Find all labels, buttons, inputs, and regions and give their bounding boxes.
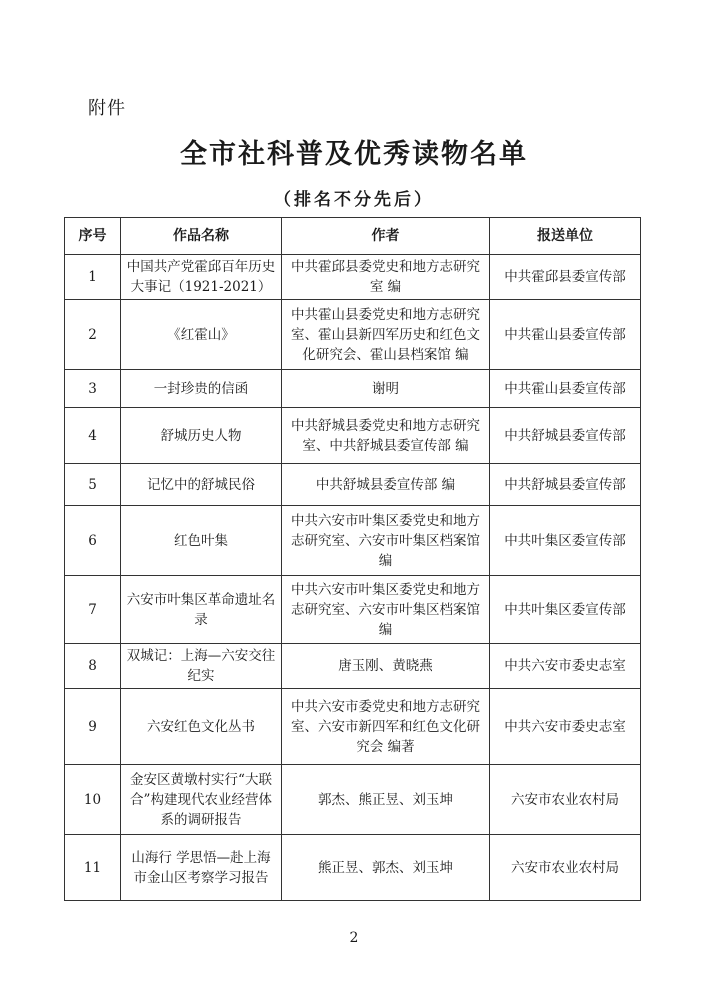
cell-work: 记忆中的舒城民俗 xyxy=(121,464,282,506)
cell-unit: 六安市农业农村局 xyxy=(490,835,641,901)
table-row xyxy=(65,464,641,506)
cell-work: 山海行 学思悟—赴上海市金山区考察学习报告 xyxy=(121,835,282,901)
table-row xyxy=(65,255,641,300)
cell-author: 中共六安市委党史和地方志研究室、六安市新四军和红色文化研究会 编著 xyxy=(282,689,490,765)
cell-no: 4 xyxy=(65,408,121,464)
cell-author: 中共舒城县委宣传部 编 xyxy=(282,464,490,506)
document-subtitle: （排名不分先后） xyxy=(274,190,434,210)
cell-author: 中共霍山县委党史和地方志研究室、霍山县新四军历史和红色文化研究会、霍山县档案馆 编 xyxy=(282,300,490,370)
cell-unit: 中共霍山县委宣传部 xyxy=(490,370,641,408)
cell-unit: 中共舒城县委宣传部 xyxy=(490,408,641,464)
page-number: 2 xyxy=(349,930,359,946)
table-body xyxy=(65,255,641,901)
attachment-label: 附件 xyxy=(88,98,126,119)
cell-work: 双城记：上海—六安交往纪实 xyxy=(121,644,282,689)
cell-work: 六安红色文化丛书 xyxy=(121,689,282,765)
column-header-number: 序号 xyxy=(65,218,121,255)
cell-no: 9 xyxy=(65,689,121,765)
cell-author: 中共舒城县委党史和地方志研究室、中共舒城县委宣传部 编 xyxy=(282,408,490,464)
cell-no: 2 xyxy=(65,300,121,370)
cell-no: 5 xyxy=(65,464,121,506)
table-row xyxy=(65,370,641,408)
cell-author: 郭杰、熊正昱、刘玉坤 xyxy=(282,765,490,835)
column-header-work: 作品名称 xyxy=(121,218,282,255)
reading-list-table xyxy=(64,217,641,901)
table-row xyxy=(65,300,641,370)
cell-author: 中共六安市叶集区委党史和地方志研究室、六安市叶集区档案馆 编 xyxy=(282,576,490,644)
cell-author: 唐玉刚、黄晓燕 xyxy=(282,644,490,689)
cell-unit: 中共六安市委史志室 xyxy=(490,644,641,689)
table-row xyxy=(65,644,641,689)
column-header-author: 作者 xyxy=(282,218,490,255)
cell-author: 中共六安市叶集区委党史和地方志研究室、六安市叶集区档案馆 编 xyxy=(282,506,490,576)
cell-unit: 中共舒城县委宣传部 xyxy=(490,464,641,506)
cell-no: 11 xyxy=(65,835,121,901)
cell-author: 熊正昱、郭杰、刘玉坤 xyxy=(282,835,490,901)
cell-unit: 中共霍邱县委宣传部 xyxy=(490,255,641,300)
table-row xyxy=(65,689,641,765)
cell-work: 金安区黄墩村实行“大联合”构建现代农业经营体系的调研报告 xyxy=(121,765,282,835)
cell-work: 舒城历史人物 xyxy=(121,408,282,464)
cell-author: 中共霍邱县委党史和地方志研究室 编 xyxy=(282,255,490,300)
cell-no: 8 xyxy=(65,644,121,689)
cell-unit: 中共霍山县委宣传部 xyxy=(490,300,641,370)
cell-unit: 六安市农业农村局 xyxy=(490,765,641,835)
cell-no: 3 xyxy=(65,370,121,408)
document-title: 全市社科普及优秀读物名单 xyxy=(180,139,528,170)
cell-work: 中国共产党霍邱百年历史大事记（1921-2021） xyxy=(121,255,282,300)
table-row xyxy=(65,506,641,576)
cell-author: 谢明 xyxy=(282,370,490,408)
table-row xyxy=(65,835,641,901)
table-row xyxy=(65,408,641,464)
cell-unit: 中共六安市委史志室 xyxy=(490,689,641,765)
table-row xyxy=(65,576,641,644)
cell-work: 六安市叶集区革命遗址名录 xyxy=(121,576,282,644)
table-row xyxy=(65,765,641,835)
cell-work: 一封珍贵的信函 xyxy=(121,370,282,408)
table-header-row xyxy=(65,218,641,255)
cell-work: 红色叶集 xyxy=(121,506,282,576)
cell-work: 《红霍山》 xyxy=(121,300,282,370)
cell-no: 1 xyxy=(65,255,121,300)
cell-unit: 中共叶集区委宣传部 xyxy=(490,576,641,644)
cell-no: 10 xyxy=(65,765,121,835)
cell-no: 7 xyxy=(65,576,121,644)
cell-unit: 中共叶集区委宣传部 xyxy=(490,506,641,576)
cell-no: 6 xyxy=(65,506,121,576)
column-header-unit: 报送单位 xyxy=(490,218,641,255)
